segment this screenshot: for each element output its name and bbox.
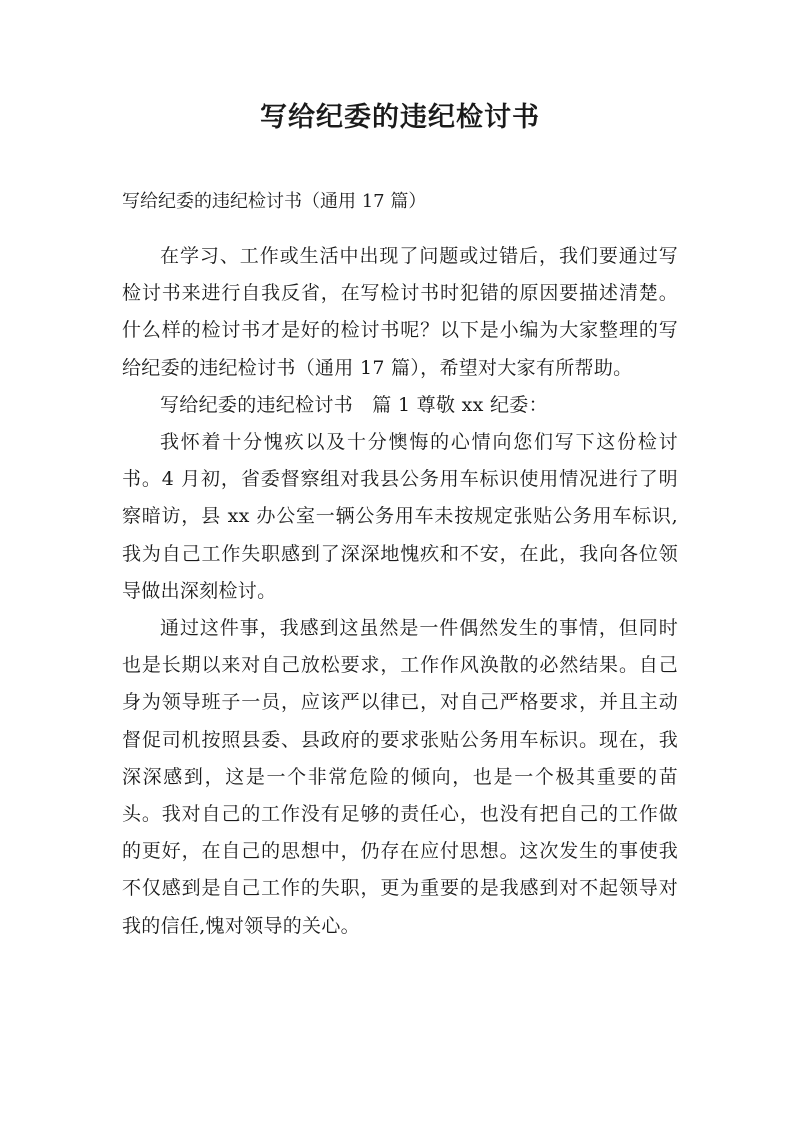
section-heading-paragraph: 写给纪委的违纪检讨书 篇 1 尊敬 xx 纪委： xyxy=(160,393,548,416)
document-subtitle: 写给纪委的违纪检讨书（通用 17 篇） xyxy=(122,191,427,212)
document-title: 写给纪委的违纪检讨书 xyxy=(260,102,540,133)
document-body xyxy=(122,232,678,945)
body-paragraph: 我怀着十分愧疚以及十分懊悔的心情向您们写下这份检讨书。4 月初，省委督察组对我县公务用车标识使用情况进行了明察暗访，县 xx 办公室一辆公务用车未按规定张贴公务用车标识,我为自己工作失职感到了深深地愧疚和不安，在此，我向各位领导做出深刻检讨。 xyxy=(122,431,678,602)
body-paragraph: 通过这件事，我感到这虽然是一件偶然发生的事情，但同时也是长期以来对自己放松要求，工作作风涣散的必然结果。自己身为领导班子一员，应该严以律已，对自己严格要求，并且主动督促司机按照县委、县政府的要求张贴公务用车标识。现在，我深深感到，这是一个非常危险的倾向，也是一个极其重要的苗头。我对自己的工作没有足够的责任心，也没有把自己的工作做的更好，在自己的思想中，仍存在应付思想。这次发生的事使我不仅感到是自己工作的失职，更为重要的是我感到对不起领导对我的信任,愧对领导的关心。 xyxy=(122,617,678,937)
intro-paragraph: 在学习、工作或生活中出现了问题或过错后，我们要通过写检讨书来进行自我反省，在写检讨书时犯错的原因要描述清楚。什么样的检讨书才是好的检讨书呢？以下是小编为大家整理的写给纪委的违纪检讨书（通用 17 篇），希望对大家有所帮助。 xyxy=(122,245,678,379)
